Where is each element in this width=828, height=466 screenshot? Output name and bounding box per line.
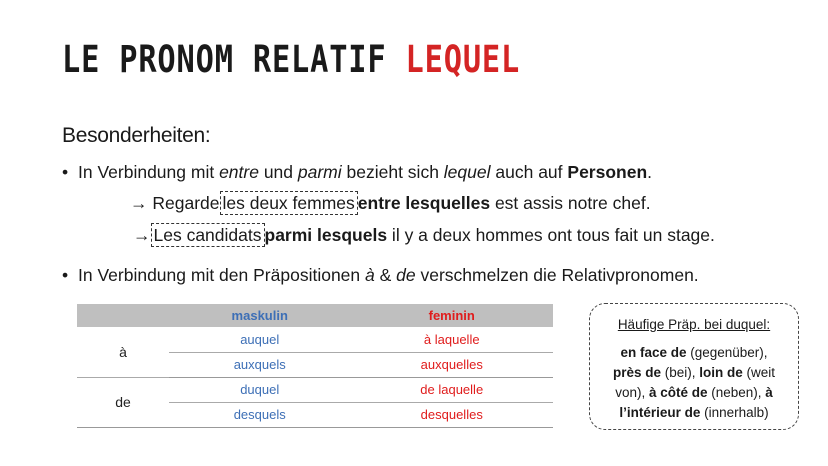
- translation: (innerhalb): [700, 405, 769, 420]
- bullet-point-2: [62, 265, 699, 286]
- phrase: à: [765, 385, 773, 400]
- section-heading: Besonderheiten:: [62, 124, 211, 147]
- arrow-icon: →: [133, 225, 151, 245]
- info-line-3: [590, 383, 798, 403]
- boxed-antecedent: les deux femmes: [220, 191, 358, 215]
- bullet-marker: •: [62, 265, 69, 285]
- preposition-cell: de: [115, 394, 131, 410]
- info-line-4: [590, 403, 798, 423]
- info-line-1: [590, 343, 798, 363]
- text: und: [258, 162, 298, 182]
- table-row: [77, 377, 553, 402]
- bullet-point-1: [62, 162, 652, 183]
- term-parmi: parmi: [297, 162, 342, 182]
- text: .: [647, 162, 653, 182]
- title-accent: LEQUEL: [405, 38, 521, 81]
- term-de: de: [396, 265, 416, 285]
- feminine-cell: de laquelle: [350, 377, 553, 402]
- boxed-antecedent: Les candidats: [151, 223, 265, 247]
- info-box-title: Häufige Präp. bei duquel:: [617, 317, 771, 332]
- translation: (gegenüber),: [686, 345, 768, 360]
- feminine-cell: auxquelles: [350, 352, 553, 377]
- phrase: près de: [612, 365, 661, 380]
- masculine-cell: auquel: [169, 327, 350, 352]
- table-header-row: [77, 304, 553, 327]
- translation: (weit: [742, 365, 776, 380]
- term-entre: entre: [219, 162, 259, 182]
- feminine-cell: à laquelle: [350, 327, 553, 352]
- term-lequel: lequel: [443, 162, 491, 182]
- term-a: à: [365, 265, 375, 285]
- text: Regarde: [147, 193, 220, 213]
- example-sentence-1: [130, 193, 651, 214]
- phrase: loin de: [699, 365, 743, 380]
- slide-title: [62, 38, 520, 81]
- masculine-cell: desquels: [233, 407, 286, 422]
- text: il y a deux hommes ont tous fait un stage.: [387, 225, 715, 245]
- relative-pronoun: entre lesquelles: [357, 193, 491, 213]
- table-row: [77, 327, 553, 352]
- preposition-cell: à: [77, 327, 169, 377]
- header-feminin: feminin: [350, 304, 553, 327]
- text: In Verbindung mit: [78, 162, 220, 182]
- phrase: l’intérieur de: [619, 405, 701, 420]
- masculine-cell: auxquels: [169, 352, 350, 377]
- relative-pronoun: parmi lesquels: [264, 225, 388, 245]
- info-line-2: [590, 363, 798, 383]
- translation: (bei),: [661, 365, 700, 380]
- bullet-marker: •: [62, 162, 69, 182]
- masculine-cell: duquel: [169, 377, 350, 402]
- header-maskulin: maskulin: [169, 304, 350, 327]
- example-sentence-2: [133, 225, 715, 246]
- title-main: LE PRONOM RELATIF: [62, 38, 406, 81]
- text: auch auf: [490, 162, 568, 182]
- feminine-cell: desquelles: [420, 407, 483, 422]
- translation: (neben),: [707, 385, 766, 400]
- info-box: [589, 303, 799, 430]
- text: &: [374, 265, 397, 285]
- phrase: en face de: [620, 345, 687, 360]
- phrase: à côté de: [648, 385, 708, 400]
- translation: von),: [615, 385, 649, 400]
- text: verschmelzen die Relativpronomen.: [415, 265, 699, 285]
- term-personen: Personen: [567, 162, 648, 182]
- declension-table: [77, 304, 553, 428]
- text: bezieht sich: [341, 162, 444, 182]
- text: est assis notre chef.: [490, 193, 651, 213]
- arrow-icon: →: [130, 193, 148, 213]
- text: In Verbindung mit den Präpositionen: [78, 265, 365, 285]
- header-empty: [77, 304, 169, 327]
